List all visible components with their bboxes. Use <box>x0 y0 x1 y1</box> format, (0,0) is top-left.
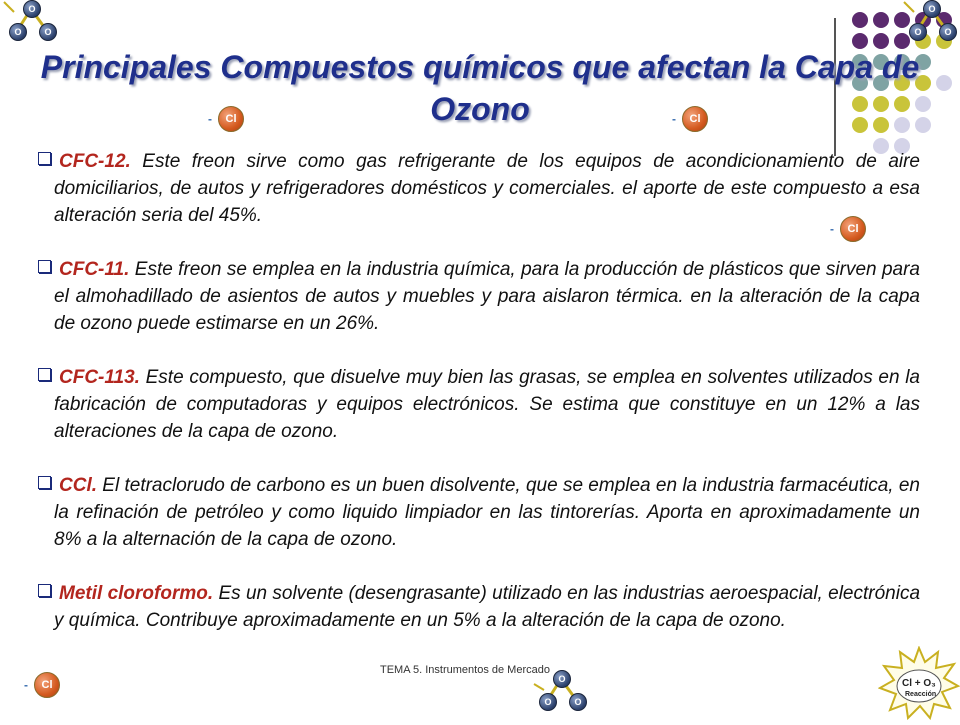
ozone-molecule-icon <box>900 0 958 48</box>
decorative-dot <box>936 75 952 91</box>
chlorine-atom-icon <box>208 106 242 132</box>
compound-name: CFC-12. <box>59 151 131 172</box>
content-list <box>54 148 920 661</box>
compound-description: Este freon sirve como gas refrigerante de los equipos de acondicionamiento de aire domiciliarios, de autos y refrigeradores domésticos y comerciales. el aporte de este compuesto a esa alteración seria del 45%. <box>54 151 920 226</box>
compound-name: CCl. <box>59 475 97 496</box>
oxygen-atom: O <box>553 670 571 688</box>
bullet-icon <box>38 476 51 489</box>
chlorine-charge: - <box>208 112 212 126</box>
reaction-formula: Cl + O₃ <box>902 678 936 689</box>
chlorine-charge: - <box>672 112 676 126</box>
chlorine-label: Cl <box>34 672 60 698</box>
decorative-dot <box>873 12 889 28</box>
oxygen-atom: O <box>909 23 927 41</box>
oxygen-atom: O <box>539 693 557 711</box>
bullet-icon <box>38 152 51 165</box>
list-item <box>54 472 920 553</box>
bullet-icon <box>38 260 51 273</box>
reaction-burst-icon <box>878 646 960 720</box>
chlorine-charge: - <box>24 678 28 692</box>
chlorine-atom-icon <box>830 216 864 242</box>
compound-name: CFC-113. <box>59 367 140 388</box>
compound-description: El tetraclorudo de carbono es un buen disolvente, que se emplea en la industria farmacéutica, en la refinación de petróleo y como liquido limpiador en las tintorerías. Aporta en aproximadamente un 8% a la alternación de la capa de ozono. <box>54 475 920 550</box>
chlorine-atom-icon <box>24 672 58 698</box>
list-item <box>54 364 920 445</box>
ozone-molecule-icon <box>0 0 58 48</box>
oxygen-atom: O <box>569 693 587 711</box>
oxygen-atom: O <box>923 0 941 18</box>
oxygen-atom: O <box>23 0 41 18</box>
list-item <box>54 148 920 229</box>
list-item <box>54 580 920 634</box>
ozone-molecule-icon <box>530 670 588 718</box>
slide-footer: TEMA 5. Instrumentos de Mercado <box>380 664 550 676</box>
compound-description: Este compuesto, que disuelve muy bien las grasas, se emplea en solventes utilizados en la fabricación de computadoras y equipos electrónicos. Se estima que constituye en un 12% a las alteraciones de la capa de ozono. <box>54 367 920 442</box>
bullet-icon <box>38 584 51 597</box>
compound-name: Metil cloroformo. <box>59 583 214 604</box>
slide-title: Principales Compuestos químicos que afectan la Capa de Ozono <box>40 49 920 127</box>
bullet-icon <box>38 368 51 381</box>
chlorine-label: Cl <box>682 106 708 132</box>
chlorine-charge: - <box>830 222 834 236</box>
oxygen-atom: O <box>939 23 957 41</box>
compound-description: Este freon se emplea en la industria química, para la producción de plásticos que sirven para el almohadillado de asientos de autos y muebles y para aislaron térmica. en la alteración de la capa de ozono puede estimarse en un 26%. <box>54 259 921 334</box>
oxygen-atom: O <box>39 23 57 41</box>
chlorine-label: Cl <box>218 106 244 132</box>
decorative-dot <box>852 12 868 28</box>
chlorine-atom-icon <box>672 106 706 132</box>
list-item <box>54 256 920 337</box>
compound-name: CFC-11. <box>59 259 130 280</box>
reaction-label: Reacción <box>905 691 937 698</box>
oxygen-atom: O <box>9 23 27 41</box>
chlorine-label: Cl <box>840 216 866 242</box>
compound-description: Es un solvente (desengrasante) utilizado en las industrias aeroespacial, electrónica y química. Contribuye aproximadamente en un 5% a la alteración de la capa de ozono. <box>54 583 921 631</box>
